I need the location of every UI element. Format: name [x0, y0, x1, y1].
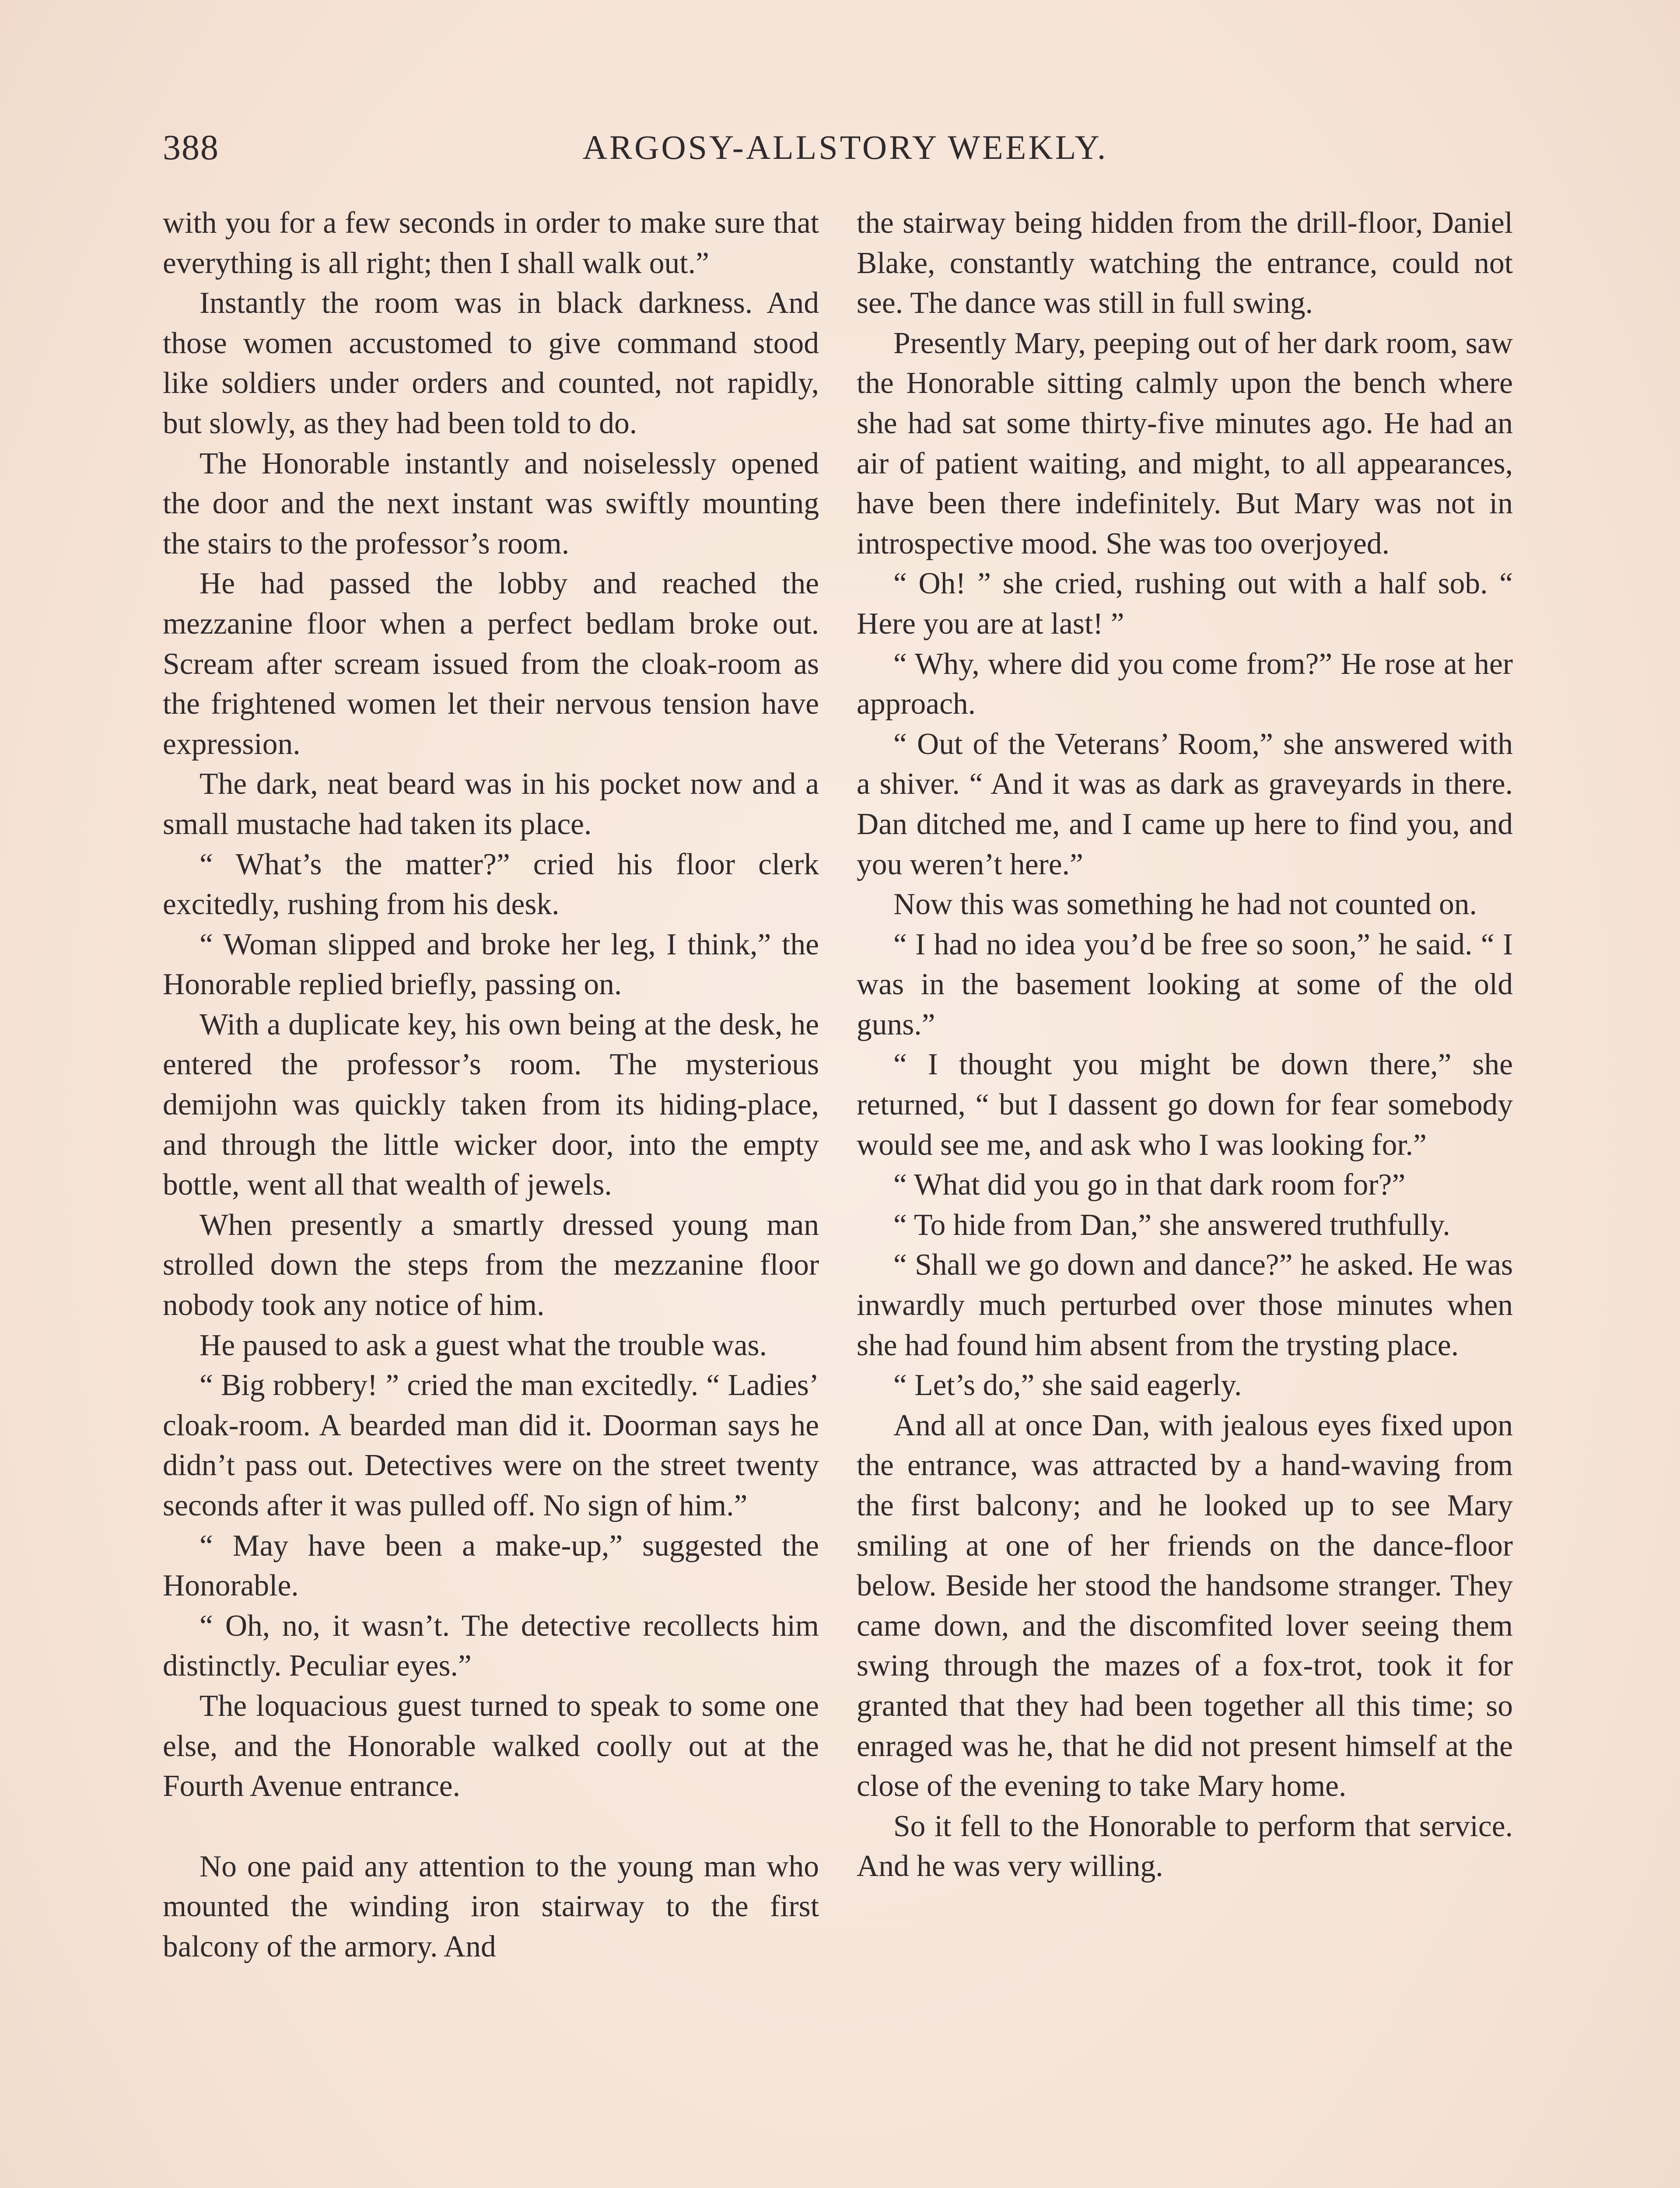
paragraph: “ I had no idea you’d be free so soon,” he said. “ I was in the basement looking at some of the old guns.” [857, 927, 1513, 1041]
running-title: ARGOSY-ALLSTORY WEEKLY. [582, 128, 1108, 166]
paragraph: “ Woman slipped and broke her leg, I think,” the Honorable replied briefly, passing on. [163, 927, 819, 1002]
paragraph: And all at once Dan, with jealous eyes fixed upon the entrance, was attracted by a hand-waving from the first balcony; and he looked up to see Mary smiling at one of her friends on the dance-floor below. Beside her stood the handsome stranger. They came down, and the discomfited lover seeing them swing through the mazes of a fox-trot, took it for granted that they had been together all this time; so enraged was he, that he did not present himself at the close of the evening to take Mary home. [857, 1408, 1513, 1803]
paragraph: When presently a smartly dressed young man strolled down the steps from the mezzanine floor nobody took any notice of him. [163, 1208, 819, 1322]
paragraph: “ Oh! ” she cried, rushing out with a half sob. “ Here you are at last! ” [857, 567, 1513, 641]
paragraph: Instantly the room was in black darkness. And those women accustomed to give command stood like soldiers under orders and counted, not rapidly, but slowly, as they had been told to do. [163, 286, 819, 440]
left-column [163, 203, 819, 1967]
paragraph: “ Oh, no, it wasn’t. The detective recollects him distinctly. Peculiar eyes.” [163, 1609, 819, 1683]
page-header [163, 123, 1528, 172]
paragraph: “ To hide from Dan,” she answered truthfully. [893, 1208, 1450, 1242]
paragraph: “ Shall we go down and dance?” he asked. He was inwardly much perturbed over those minutes when she had found him absent from the trysting place. [857, 1248, 1513, 1362]
paragraph: The Honorable instantly and noiselessly opened the door and the next instant was swiftly mounting the stairs to the professor’s room. [163, 446, 819, 561]
paragraph: “ Let’s do,” she said eagerly. [893, 1368, 1242, 1403]
paragraph: “ Big robbery! ” cried the man excitedly. “ Ladies’ cloak-room. A bearded man did it. Doorman says he didn’t pass out. Detectives were on the street twenty seconds after it was pulled off. No sign of him.” [163, 1368, 819, 1522]
paragraph: with you for a few seconds in order to make sure that everything is all right; then I shall walk out.” [163, 206, 819, 280]
paragraph: The loquacious guest turned to speak to some one else, and the Honorable walked coolly out at the Fourth Avenue entrance. [163, 1689, 819, 1803]
paragraph: “ What did you go in that dark room for?” [893, 1168, 1406, 1202]
paragraph: With a duplicate key, his own being at the desk, he entered the professor’s room. The mysterious demijohn was quickly taken from its hiding-place, and through the little wicker door, into the empty bottle, went all that wealth of jewels. [163, 1007, 819, 1202]
paragraph: “ Why, where did you come from?” He rose at her approach. [857, 647, 1513, 721]
paragraph: So it fell to the Honorable to perform that service. And he was very willing. [857, 1809, 1513, 1883]
page-number: 388 [163, 127, 219, 167]
paragraph: The dark, neat beard was in his pocket now and a small mustache had taken its place. [163, 767, 819, 841]
paragraph: Presently Mary, peeping out of her dark room, saw the Honorable sitting calmly upon the bench where she had sat some thirty-five minutes ago. He had an air of patient waiting, and might, to all appearances, have been there indefinitely. But Mary was not in introspective mood. She was too overjoyed. [857, 326, 1513, 561]
paragraph: Now this was something he had not counted on. [893, 887, 1477, 922]
paragraph: “ I thought you might be down there,” she returned, “ but I dassent go down for fear somebody would see me, and ask who I was looking for.” [857, 1048, 1513, 1162]
paragraph: “ May have been a make-up,” suggested the Honorable. [163, 1529, 819, 1603]
right-column [857, 203, 1513, 1886]
paragraph: No one paid any attention to the young man who mounted the winding iron stairway to the first balcony of the armory. And [163, 1849, 819, 1964]
paragraph: He had passed the lobby and reached the mezzanine floor when a perfect bedlam broke out. Scream after scream issued from the cloak-room as the frightened women let their nervous tension have expression. [163, 567, 819, 761]
paragraph: He paused to ask a guest what the trouble was. [200, 1328, 767, 1362]
paragraph: “ Out of the Veterans’ Room,” she answered with a shiver. “ And it was as dark as graveyards in there. Dan ditched me, and I came up here to find you, and you weren’t here.” [857, 727, 1513, 881]
paragraph: the stairway being hidden from the drill-floor, Daniel Blake, constantly watching the entrance, could not see. The dance was still in full swing. [857, 206, 1513, 320]
paragraph: “ What’s the matter?” cried his floor clerk excitedly, rushing from his desk. [163, 847, 819, 922]
